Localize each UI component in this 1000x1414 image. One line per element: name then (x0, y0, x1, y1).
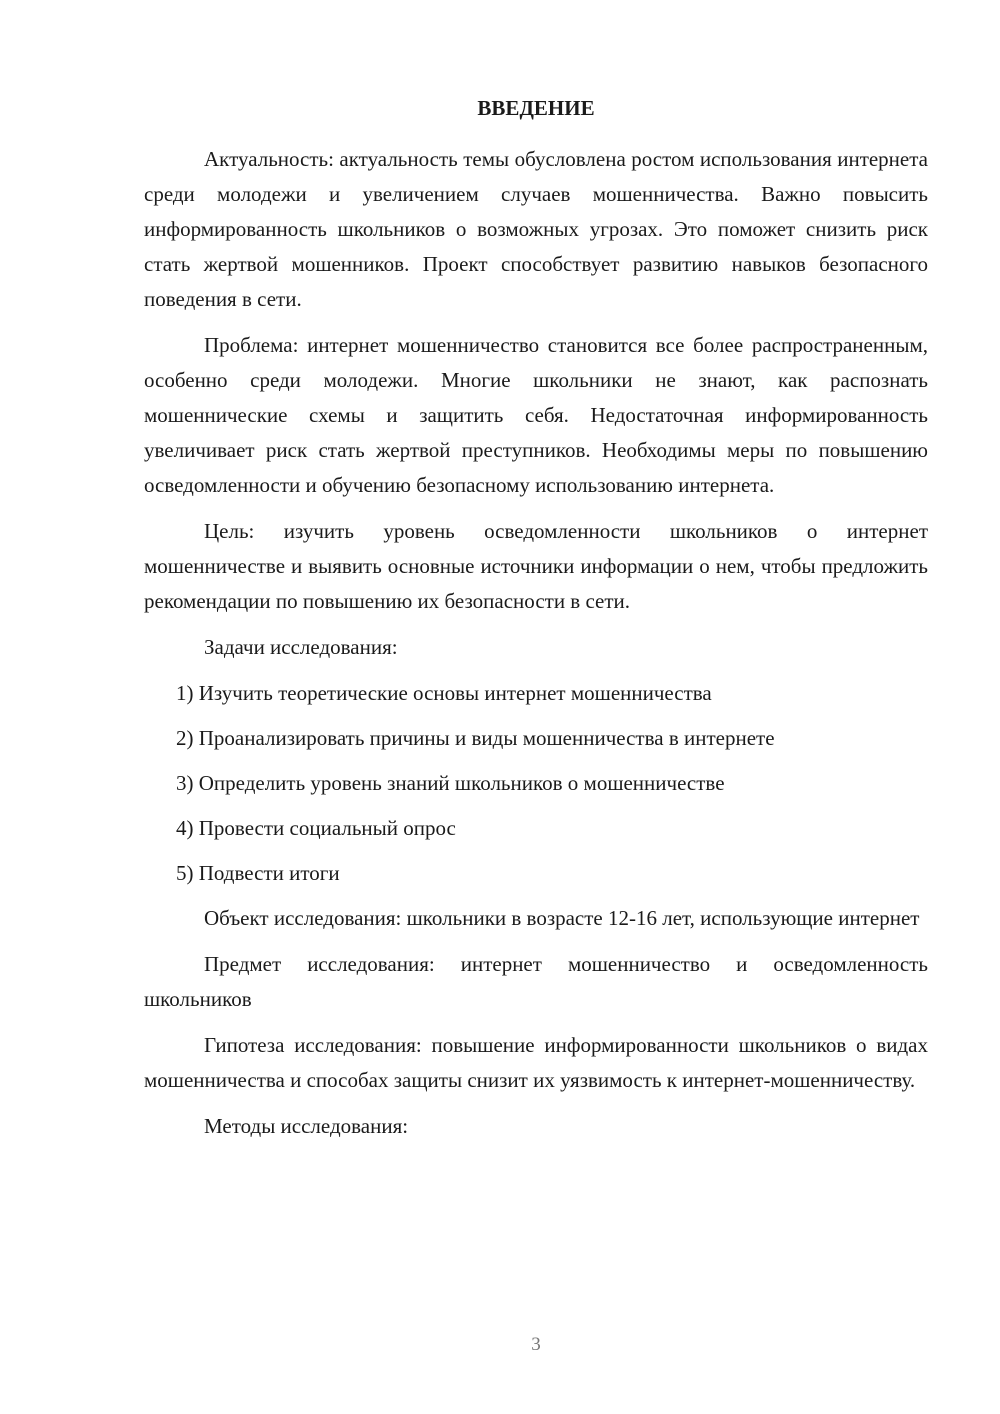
methods-heading: Методы исследования: (204, 1114, 409, 1138)
section-heading: ВВЕДЕНИЕ (477, 96, 595, 120)
list-item: 4) Провести социальный опрос (176, 816, 456, 840)
list-item: 3) Определить уровень знаний школьников о мошенничестве (176, 771, 725, 795)
body-text (144, 142, 928, 1155)
list-item: 5) Подвести итоги (176, 861, 340, 885)
list-item: 2) Проанализировать причины и виды мошенничества в интернете (176, 726, 775, 750)
tasks-list (144, 676, 928, 891)
page-number: 3 (531, 1334, 541, 1355)
tasks-heading: Задачи исследования: (204, 635, 398, 659)
goal-paragraph: Цель: изучить уровень осведомленности школьников о интернет мошенничестве и выявить основные источники информации о нем, чтобы предложить рекомендации по повышению их безопасности в сети. (144, 519, 928, 613)
relevance-paragraph: Актуальность: актуальность темы обусловлена ростом использования интернета среди молодежи и увеличением случаев мошенничества. Важно повысить информированность школьников о возможных угрозах. Это поможет снизить риск стать жертвой мошенников. Проект способствует развитию навыков безопасного поведения в сети. (144, 147, 928, 311)
hypothesis-paragraph: Гипотеза исследования: повышение информированности школьников о видах мошенничества и способах защиты снизит их уязвимость к интернет-мошенничеству. (144, 1033, 928, 1092)
problem-paragraph: Проблема: интернет мошенничество становится все более распространенным, особенно среди молодежи. Многие школьники не знают, как распознать мошеннические схемы и защитить себя. Недостаточная информированность увеличивает риск стать жертвой преступников. Необходимы меры по повышению осведомленности и обучению безопасному использованию интернета. (144, 333, 928, 497)
object-paragraph: Объект исследования: школьники в возрасте 12-16 лет, использующие интернет (204, 906, 920, 930)
subject-paragraph: Предмет исследования: интернет мошенничество и осведомленность школьников (144, 952, 928, 1011)
list-item: 1) Изучить теоретические основы интернет мошенничества (176, 681, 712, 705)
